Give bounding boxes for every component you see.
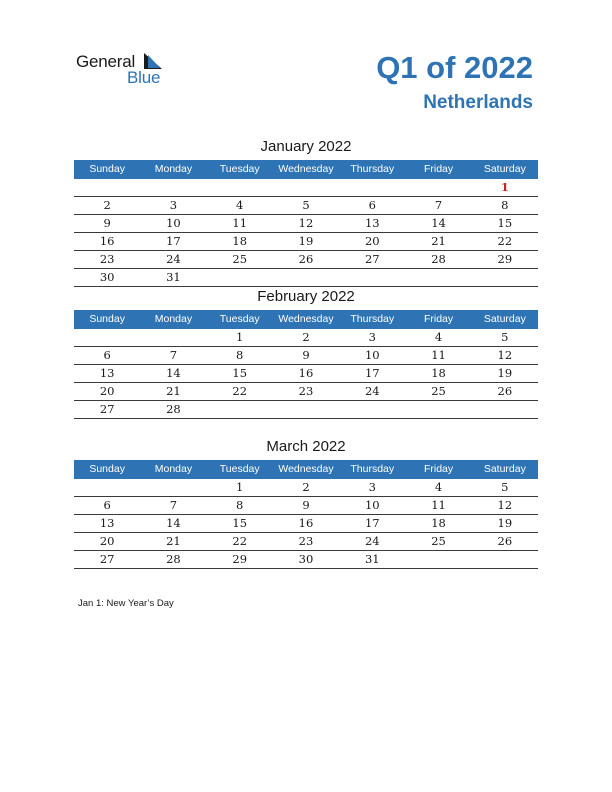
day-cell: 6 bbox=[103, 348, 111, 362]
empty-day-cell bbox=[472, 401, 538, 418]
day-cell: 4 bbox=[434, 480, 443, 494]
logo-word-blue: Blue bbox=[127, 68, 161, 87]
day-cell: 29 bbox=[497, 252, 513, 266]
day-cell: 6 bbox=[368, 198, 376, 212]
day-cell: 2 bbox=[302, 330, 310, 344]
weekday-label: Saturday bbox=[483, 463, 526, 475]
day-cell: 17 bbox=[166, 234, 181, 248]
day-cell: 1 bbox=[236, 480, 244, 494]
empty-day-cell bbox=[207, 179, 273, 196]
day-cell: 25 bbox=[431, 384, 446, 398]
week-row bbox=[74, 401, 538, 419]
week-row bbox=[74, 479, 538, 497]
day-cell: 21 bbox=[431, 234, 446, 248]
day-cell: 19 bbox=[497, 516, 513, 530]
day-cell: 26 bbox=[497, 384, 513, 398]
weekday-label: Tuesday bbox=[219, 313, 260, 325]
day-cell: 19 bbox=[497, 366, 513, 380]
day-cell: 24 bbox=[166, 252, 181, 266]
day-cell: 16 bbox=[99, 234, 115, 248]
empty-day-cell bbox=[339, 401, 405, 418]
weekday-label: Saturday bbox=[483, 163, 526, 175]
day-cell: 13 bbox=[364, 216, 380, 230]
day-cell: 2 bbox=[103, 198, 111, 212]
weekday-header bbox=[74, 310, 538, 329]
day-cell: 8 bbox=[236, 348, 244, 362]
weekday-label: Monday bbox=[154, 313, 193, 325]
day-cell: 14 bbox=[431, 216, 446, 230]
day-cell: 28 bbox=[431, 252, 446, 266]
empty-day-cell bbox=[405, 179, 471, 196]
day-cell: 8 bbox=[501, 198, 509, 212]
day-cell: 16 bbox=[298, 516, 314, 530]
weekday-label: Sunday bbox=[89, 463, 125, 475]
empty-day-cell bbox=[140, 179, 206, 196]
empty-day-cell bbox=[207, 401, 273, 418]
day-cell: 11 bbox=[232, 216, 248, 230]
day-cell: 5 bbox=[302, 198, 310, 212]
empty-day-cell bbox=[273, 269, 339, 286]
weekday-header bbox=[74, 460, 538, 479]
week-row bbox=[74, 551, 538, 569]
day-cell: 31 bbox=[364, 552, 380, 566]
weekday-label: Wednesday bbox=[278, 313, 334, 325]
day-cell: 23 bbox=[298, 534, 314, 548]
empty-day-cell bbox=[273, 179, 339, 196]
week-row bbox=[74, 197, 538, 215]
day-cell: 25 bbox=[431, 534, 446, 548]
day-cell: 1 bbox=[500, 180, 509, 194]
week-row bbox=[74, 497, 538, 515]
country-subtitle: Netherlands bbox=[423, 92, 533, 113]
weekday-label: Thursday bbox=[350, 463, 395, 475]
empty-day-cell bbox=[339, 269, 405, 286]
month-title: February 2022 bbox=[257, 288, 355, 305]
day-cell: 31 bbox=[166, 270, 181, 284]
day-cell: 23 bbox=[298, 384, 314, 398]
day-cell: 22 bbox=[497, 234, 513, 248]
empty-day-cell bbox=[273, 401, 339, 418]
day-cell: 16 bbox=[298, 366, 314, 380]
week-row bbox=[74, 329, 538, 347]
day-cell: 8 bbox=[236, 498, 244, 512]
day-cell: 2 bbox=[302, 480, 310, 494]
weekday-label: Saturday bbox=[483, 313, 526, 325]
day-cell: 13 bbox=[99, 516, 115, 530]
empty-day-cell bbox=[207, 269, 273, 286]
day-cell: 10 bbox=[166, 216, 181, 230]
flag-icon bbox=[144, 53, 164, 69]
day-cell: 28 bbox=[166, 552, 181, 566]
weekday-label: Sunday bbox=[89, 313, 125, 325]
day-cell: 9 bbox=[103, 216, 111, 230]
weekday-label: Wednesday bbox=[278, 163, 334, 175]
day-cell: 11 bbox=[431, 498, 446, 512]
day-cell: 22 bbox=[232, 534, 248, 548]
weekday-label: Monday bbox=[154, 463, 193, 475]
day-cell: 28 bbox=[166, 402, 181, 416]
day-cell: 7 bbox=[169, 498, 178, 512]
day-cell: 10 bbox=[364, 348, 380, 362]
day-cell: 4 bbox=[236, 198, 244, 212]
day-cell: 3 bbox=[368, 480, 376, 494]
day-cell: 7 bbox=[434, 198, 443, 212]
week-row bbox=[74, 383, 538, 401]
day-cell: 3 bbox=[169, 198, 178, 212]
day-cell: 20 bbox=[364, 234, 380, 248]
empty-day-cell bbox=[405, 551, 471, 568]
week-row bbox=[74, 533, 538, 551]
empty-day-cell bbox=[405, 269, 471, 286]
day-cell: 12 bbox=[497, 348, 513, 362]
day-cell: 30 bbox=[99, 270, 115, 284]
day-cell: 4 bbox=[434, 330, 443, 344]
empty-day-cell bbox=[74, 479, 140, 496]
holiday-note: Jan 1: New Year’s Day bbox=[78, 598, 174, 609]
empty-day-cell bbox=[140, 479, 206, 496]
day-cell: 18 bbox=[431, 366, 446, 380]
weekday-header bbox=[74, 160, 538, 179]
day-cell: 20 bbox=[99, 384, 115, 398]
week-row bbox=[74, 251, 538, 269]
day-cell: 30 bbox=[298, 552, 314, 566]
week-row bbox=[74, 179, 538, 197]
day-cell: 27 bbox=[99, 552, 115, 566]
day-cell: 18 bbox=[232, 234, 248, 248]
day-cell: 17 bbox=[364, 366, 380, 380]
day-cell: 24 bbox=[364, 384, 380, 398]
day-cell: 14 bbox=[166, 516, 181, 530]
day-cell: 10 bbox=[364, 498, 380, 512]
page-title: Q1 of 2022 bbox=[376, 50, 533, 85]
weekday-label: Tuesday bbox=[219, 163, 260, 175]
day-cell: 9 bbox=[302, 498, 310, 512]
day-cell: 24 bbox=[364, 534, 380, 548]
day-cell: 1 bbox=[236, 330, 244, 344]
day-cell: 11 bbox=[431, 348, 446, 362]
week-row bbox=[74, 347, 538, 365]
day-cell: 6 bbox=[103, 498, 111, 512]
day-cell: 27 bbox=[99, 402, 115, 416]
general-blue-logo bbox=[76, 52, 176, 88]
weekday-label: Thursday bbox=[350, 313, 395, 325]
day-cell: 14 bbox=[166, 366, 181, 380]
weekday-label: Friday bbox=[423, 163, 454, 175]
weekday-label: Sunday bbox=[89, 163, 125, 175]
logo-word-general: General bbox=[76, 52, 136, 71]
day-cell: 15 bbox=[232, 366, 248, 380]
week-row bbox=[74, 233, 538, 251]
month-title: January 2022 bbox=[260, 138, 352, 155]
weekday-label: Friday bbox=[423, 313, 454, 325]
day-cell: 15 bbox=[497, 216, 513, 230]
empty-day-cell bbox=[74, 329, 140, 346]
day-cell: 25 bbox=[232, 252, 248, 266]
day-cell: 23 bbox=[99, 252, 115, 266]
day-cell: 12 bbox=[497, 498, 513, 512]
day-cell: 20 bbox=[99, 534, 115, 548]
day-cell: 7 bbox=[169, 348, 178, 362]
day-cell: 5 bbox=[501, 480, 509, 494]
day-cell: 26 bbox=[298, 252, 314, 266]
empty-day-cell bbox=[339, 179, 405, 196]
day-cell: 13 bbox=[99, 366, 115, 380]
weekday-label: Thursday bbox=[350, 163, 395, 175]
day-cell: 19 bbox=[298, 234, 314, 248]
day-cell: 17 bbox=[364, 516, 380, 530]
weekday-label: Monday bbox=[154, 163, 193, 175]
empty-day-cell bbox=[472, 269, 538, 286]
empty-day-cell bbox=[472, 551, 538, 568]
day-cell: 3 bbox=[368, 330, 376, 344]
day-cell: 9 bbox=[302, 348, 310, 362]
month-title: March 2022 bbox=[266, 438, 346, 455]
empty-day-cell bbox=[405, 401, 471, 418]
weekday-label: Wednesday bbox=[278, 463, 334, 475]
weekday-label: Tuesday bbox=[219, 463, 260, 475]
day-cell: 15 bbox=[232, 516, 248, 530]
weekday-label: Friday bbox=[423, 463, 454, 475]
week-row bbox=[74, 365, 538, 383]
day-cell: 27 bbox=[364, 252, 380, 266]
day-cell: 5 bbox=[501, 330, 509, 344]
empty-day-cell bbox=[74, 179, 140, 196]
week-row bbox=[74, 215, 538, 233]
empty-day-cell bbox=[140, 329, 206, 346]
day-cell: 21 bbox=[166, 384, 181, 398]
day-cell: 29 bbox=[232, 552, 248, 566]
week-row bbox=[74, 515, 538, 533]
day-cell: 21 bbox=[166, 534, 181, 548]
day-cell: 18 bbox=[431, 516, 446, 530]
day-cell: 26 bbox=[497, 534, 513, 548]
week-row bbox=[74, 269, 538, 287]
day-cell: 12 bbox=[298, 216, 314, 230]
day-cell: 22 bbox=[232, 384, 248, 398]
